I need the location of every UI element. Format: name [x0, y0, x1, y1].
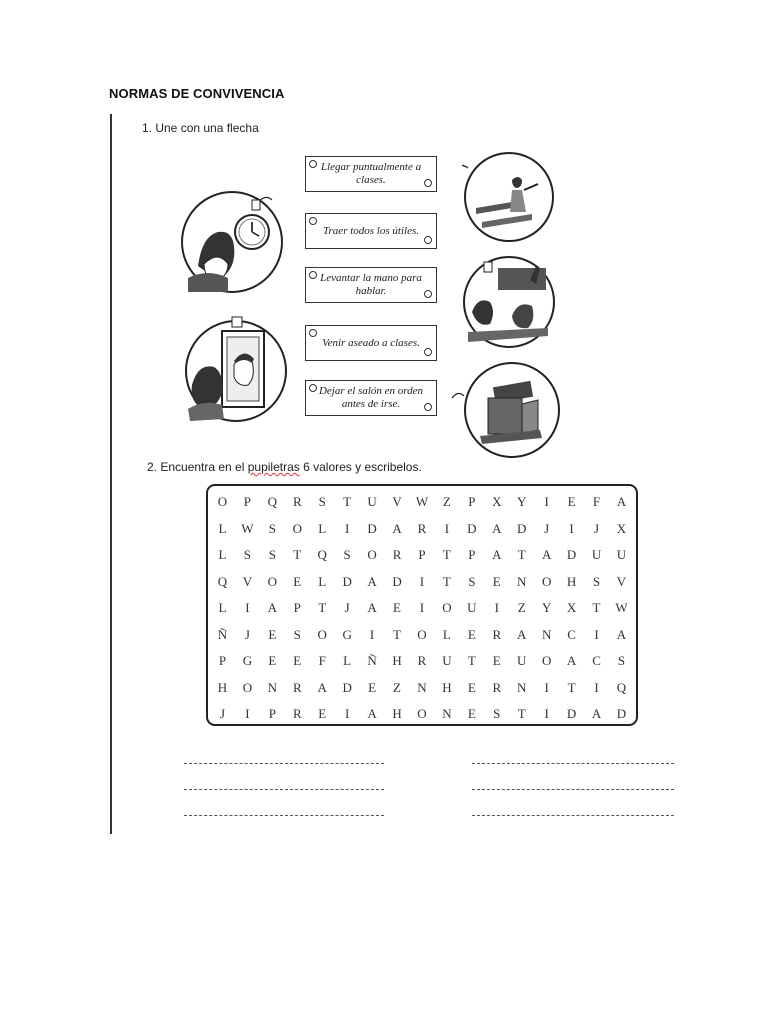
- ring-icon: [309, 271, 317, 279]
- grid-letter[interactable]: D: [342, 573, 352, 589]
- grid-letter[interactable]: S: [343, 547, 351, 562]
- grid-letter[interactable]: T: [567, 679, 576, 695]
- grid-letter[interactable]: N: [417, 679, 427, 695]
- grid-letter[interactable]: U: [591, 547, 602, 562]
- grid-letter[interactable]: O: [417, 706, 427, 721]
- mirror-icon[interactable]: [184, 315, 294, 427]
- ring-icon: [424, 236, 432, 244]
- grid-letter[interactable]: T: [318, 600, 327, 615]
- grid-letter[interactable]: W: [241, 520, 254, 536]
- ring-icon: [309, 384, 317, 392]
- grid-letter[interactable]: G: [342, 626, 352, 642]
- question-1-label: 1. Une con una flecha: [142, 121, 259, 135]
- grid-letter[interactable]: E: [393, 600, 401, 615]
- grid-letter[interactable]: A: [591, 706, 602, 721]
- grid-letter[interactable]: I: [594, 679, 599, 695]
- grid-letter[interactable]: A: [317, 679, 327, 695]
- grid-letter[interactable]: L: [218, 547, 227, 562]
- grid-letter[interactable]: I: [569, 520, 574, 536]
- grid-row: [210, 653, 634, 669]
- grid-letter[interactable]: P: [268, 706, 276, 721]
- grid-letter[interactable]: A: [367, 706, 377, 721]
- grid-letter[interactable]: J: [219, 706, 225, 721]
- grid-letter[interactable]: D: [566, 706, 577, 721]
- grid-letter[interactable]: J: [594, 520, 600, 536]
- grid-letter[interactable]: Z: [517, 600, 526, 615]
- grid-letter[interactable]: I: [245, 600, 250, 615]
- phrase-text: Traer todos los útiles.: [323, 224, 419, 237]
- grid-letter[interactable]: Q: [217, 573, 228, 589]
- grid-letter[interactable]: D: [517, 520, 527, 536]
- grid-row: [210, 574, 634, 590]
- grid-letter[interactable]: U: [442, 653, 452, 668]
- grid-letter[interactable]: A: [492, 547, 502, 562]
- grid-letter[interactable]: A: [616, 494, 627, 509]
- grid-letter[interactable]: E: [268, 626, 277, 642]
- grid-letter[interactable]: O: [442, 600, 452, 615]
- grid-letter[interactable]: H: [566, 573, 577, 589]
- grid-letter[interactable]: X: [492, 494, 502, 509]
- answer-line[interactable]: [472, 789, 674, 790]
- grid-letter[interactable]: O: [367, 547, 377, 562]
- grid-letter[interactable]: D: [342, 679, 352, 695]
- grid-letter[interactable]: E: [467, 706, 476, 721]
- grid-letter[interactable]: P: [468, 547, 476, 562]
- grid-letter[interactable]: Q: [267, 494, 278, 509]
- grid-letter[interactable]: S: [493, 706, 501, 721]
- grid-letter[interactable]: J: [244, 626, 250, 642]
- grid-letter[interactable]: V: [616, 573, 627, 589]
- grid-letter[interactable]: S: [592, 573, 601, 589]
- grid-letter[interactable]: R: [292, 706, 302, 721]
- grid-letter[interactable]: X: [566, 600, 577, 615]
- grid-letter[interactable]: W: [615, 600, 628, 615]
- grid-letter[interactable]: O: [242, 679, 253, 695]
- phrase-box-4[interactable]: [305, 325, 437, 361]
- ring-icon: [309, 329, 317, 337]
- grid-letter[interactable]: H: [392, 706, 402, 721]
- grid-letter[interactable]: Z: [393, 679, 401, 695]
- grid-letter[interactable]: J: [344, 600, 350, 615]
- grid-row: [210, 627, 634, 643]
- grid-letter[interactable]: S: [243, 547, 252, 562]
- grid-letter[interactable]: R: [392, 547, 402, 562]
- grid-letter[interactable]: O: [417, 626, 427, 642]
- grid-letter[interactable]: A: [541, 547, 552, 562]
- grid-letter[interactable]: E: [492, 573, 501, 589]
- grid-letter[interactable]: A: [367, 573, 377, 589]
- grid-letter[interactable]: H: [392, 653, 402, 668]
- grid-letter[interactable]: R: [492, 626, 502, 642]
- grid-letter[interactable]: L: [218, 600, 227, 615]
- ring-icon: [309, 217, 317, 225]
- grid-letter[interactable]: T: [517, 547, 526, 562]
- answer-line[interactable]: [184, 815, 384, 816]
- grid-letter[interactable]: E: [467, 679, 476, 695]
- answer-line[interactable]: [184, 789, 384, 790]
- grid-letter[interactable]: T: [442, 573, 451, 589]
- phrase-text: Levantar la mano para hablar.: [320, 272, 422, 297]
- grid-letter[interactable]: A: [267, 600, 278, 615]
- grid-row: [210, 600, 634, 616]
- grid-letter[interactable]: Y: [541, 600, 552, 615]
- grid-letter[interactable]: J: [544, 520, 550, 536]
- grid-letter[interactable]: U: [616, 547, 627, 562]
- grid-letter[interactable]: D: [467, 520, 477, 536]
- grid-letter[interactable]: T: [442, 547, 451, 562]
- grid-letter[interactable]: R: [417, 520, 427, 536]
- grid-letter[interactable]: V: [242, 573, 253, 589]
- grid-letter[interactable]: G: [242, 653, 253, 668]
- grid-letter[interactable]: P: [293, 600, 301, 615]
- grid-letter[interactable]: N: [541, 626, 552, 642]
- grid-letter[interactable]: O: [217, 494, 228, 509]
- grid-letter[interactable]: I: [245, 706, 250, 721]
- grid-letter[interactable]: E: [567, 494, 576, 509]
- grid-letter[interactable]: E: [492, 653, 501, 668]
- grid-letter[interactable]: Z: [442, 494, 451, 509]
- grid-letter[interactable]: U: [367, 494, 377, 509]
- grid-letter[interactable]: I: [419, 573, 425, 589]
- grid-letter[interactable]: D: [566, 547, 577, 562]
- grid-letter[interactable]: Y: [517, 494, 527, 509]
- grid-letter[interactable]: R: [417, 653, 427, 668]
- grid-letter[interactable]: L: [318, 520, 327, 536]
- grid-letter[interactable]: T: [592, 600, 601, 615]
- grid-letter[interactable]: I: [344, 520, 350, 536]
- grid-row: [210, 521, 634, 537]
- grid-letter[interactable]: L: [442, 626, 451, 642]
- grid-letter[interactable]: D: [616, 706, 627, 721]
- grid-letter[interactable]: P: [243, 494, 252, 509]
- grid-letter[interactable]: P: [418, 547, 426, 562]
- q2-text-after: 6 valores y escribelos.: [299, 460, 422, 474]
- grid-letter[interactable]: C: [567, 626, 576, 642]
- grid-letter[interactable]: A: [616, 626, 627, 642]
- grid-letter[interactable]: O: [317, 626, 327, 642]
- grid-letter[interactable]: P: [218, 653, 227, 668]
- grid-letter[interactable]: O: [541, 573, 552, 589]
- phrase-text: Dejar el salón en orden antes de irse.: [318, 385, 424, 410]
- grid-letter[interactable]: I: [594, 626, 599, 642]
- question-2-label: [147, 460, 422, 474]
- ring-icon: [424, 179, 432, 187]
- grid-letter[interactable]: T: [293, 547, 302, 562]
- phrase-box-1[interactable]: [305, 156, 437, 192]
- grid-letter[interactable]: S: [268, 520, 276, 536]
- q2-text-before: 2. Encuentra en el: [147, 460, 248, 474]
- grid-letter[interactable]: E: [368, 679, 377, 695]
- grid-letter[interactable]: T: [343, 494, 352, 509]
- grid-letter[interactable]: F: [318, 653, 326, 668]
- grid-letter[interactable]: H: [217, 679, 228, 695]
- grid-row: [210, 680, 634, 696]
- phrase-text: Venir aseado a clases.: [322, 336, 420, 349]
- grid-letter[interactable]: E: [318, 706, 327, 721]
- grid-letter[interactable]: Q: [317, 547, 327, 562]
- grid-letter[interactable]: T: [517, 706, 526, 721]
- grid-letter[interactable]: I: [494, 600, 499, 615]
- grid-letter[interactable]: L: [318, 573, 327, 589]
- ring-icon: [309, 160, 317, 168]
- grid-letter[interactable]: R: [292, 494, 302, 509]
- grid-letter[interactable]: I: [544, 706, 549, 721]
- grid-letter[interactable]: A: [517, 626, 527, 642]
- raised-hand-icon[interactable]: [462, 252, 557, 352]
- grid-letter[interactable]: Ñ: [217, 626, 228, 642]
- ring-icon: [424, 290, 432, 298]
- grid-letter[interactable]: I: [544, 679, 549, 695]
- grid-letter[interactable]: Q: [616, 679, 627, 695]
- margin-rule: [110, 114, 112, 834]
- grid-letter[interactable]: A: [566, 653, 577, 668]
- grid-letter[interactable]: F: [592, 494, 601, 509]
- grid-letter[interactable]: S: [468, 573, 476, 589]
- grid-row: [210, 494, 634, 510]
- answer-line[interactable]: [472, 815, 674, 816]
- grid-letter[interactable]: T: [467, 653, 476, 668]
- grid-letter[interactable]: E: [293, 653, 302, 668]
- grid-letter[interactable]: N: [442, 706, 452, 721]
- grid-letter[interactable]: O: [267, 573, 278, 589]
- grid-letter[interactable]: A: [367, 600, 377, 615]
- grid-letter[interactable]: S: [268, 547, 276, 562]
- grid-row: [210, 547, 634, 563]
- grid-letter[interactable]: U: [517, 653, 527, 668]
- grid-letter[interactable]: D: [392, 573, 402, 589]
- grid-letter[interactable]: C: [592, 653, 601, 668]
- grid-letter[interactable]: R: [292, 679, 302, 695]
- grid-letter[interactable]: I: [369, 626, 375, 642]
- grid-letter[interactable]: I: [444, 520, 450, 536]
- grid-letter[interactable]: S: [293, 626, 301, 642]
- answer-line[interactable]: [184, 763, 384, 764]
- grid-letter[interactable]: S: [318, 494, 326, 509]
- grid-letter[interactable]: O: [541, 653, 552, 668]
- grid-letter[interactable]: O: [292, 520, 302, 536]
- grid-letter[interactable]: A: [392, 520, 402, 536]
- grid-letter[interactable]: I: [344, 706, 350, 721]
- phrase-box-3[interactable]: [305, 267, 437, 303]
- grid-letter[interactable]: W: [415, 494, 429, 509]
- grid-letter[interactable]: L: [343, 653, 352, 668]
- ring-icon: [424, 348, 432, 356]
- grid-letter[interactable]: N: [517, 573, 527, 589]
- phrase-box-5[interactable]: [305, 380, 437, 416]
- page-title: NORMAS DE CONVIVENCIA: [109, 86, 285, 101]
- grid-letter[interactable]: N: [517, 679, 527, 695]
- grid-letter[interactable]: N: [267, 679, 278, 695]
- answer-line[interactable]: [472, 763, 674, 764]
- q2-underlined-word: pupiletras: [247, 460, 300, 474]
- grid-letter[interactable]: X: [616, 520, 627, 536]
- grid-letter[interactable]: A: [492, 520, 502, 536]
- grid-letter[interactable]: E: [293, 573, 302, 589]
- grid-letter[interactable]: I: [544, 494, 549, 509]
- grid-letter[interactable]: T: [393, 626, 401, 642]
- grid-letter[interactable]: Ñ: [367, 653, 377, 668]
- grid-letter[interactable]: L: [218, 520, 227, 536]
- grid-letter[interactable]: E: [268, 653, 277, 668]
- ring-icon: [424, 403, 432, 411]
- grid-letter[interactable]: E: [467, 626, 476, 642]
- grid-row: [210, 706, 634, 722]
- grid-letter[interactable]: U: [467, 600, 477, 615]
- classroom-icon[interactable]: [462, 150, 557, 245]
- grid-letter[interactable]: H: [442, 679, 452, 695]
- grid-letter[interactable]: D: [367, 520, 377, 536]
- phrase-box-2[interactable]: [305, 213, 437, 249]
- phrase-text: Llegar puntualmente a clases.: [320, 161, 422, 186]
- grid-letter[interactable]: S: [617, 653, 626, 668]
- satchel-icon[interactable]: [450, 358, 565, 463]
- clock-icon[interactable]: [180, 186, 290, 296]
- grid-letter[interactable]: I: [419, 600, 425, 615]
- grid-letter[interactable]: R: [492, 679, 502, 695]
- grid-letter[interactable]: V: [392, 494, 402, 509]
- grid-letter[interactable]: P: [468, 494, 476, 509]
